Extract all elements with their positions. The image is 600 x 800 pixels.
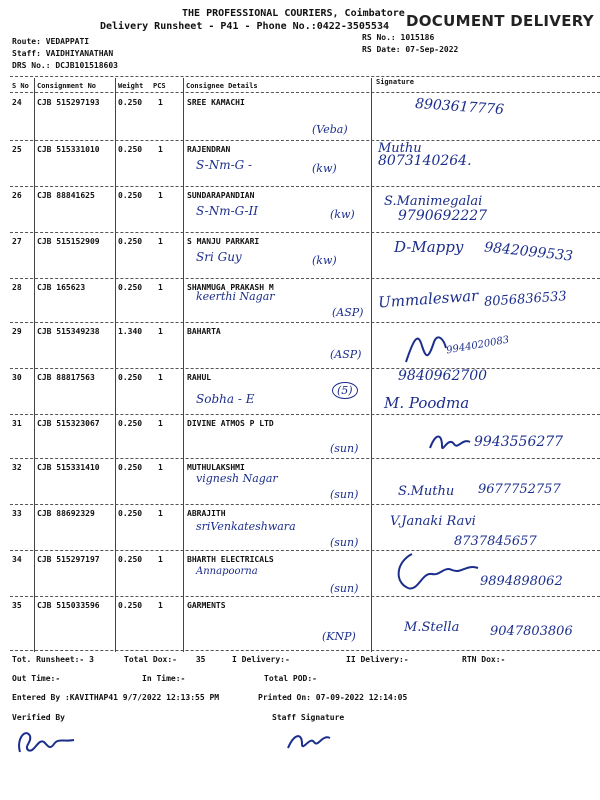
in-time-label: In Time:- [142,674,186,683]
total-dox-label: Total Dox:- [124,655,177,664]
drs-value: DCJB101518603 [55,61,118,70]
row-pcs: 1 [158,509,163,518]
handwritten-area-code: (sun) [330,442,359,455]
handwritten-phone: 9677752757 [478,482,561,497]
row-weight: 0.250 [118,373,143,382]
tot-runsheet [12,655,94,664]
company-title: THE PROFESSIONAL COURIERS, Coimbatore [182,8,405,19]
handwritten-address: sriVenkateshwara [196,520,296,533]
table-row [0,370,600,416]
row-pcs: 1 [158,237,163,246]
header-consignee: Consignee Details [186,82,258,90]
divider [10,458,600,459]
row-sno: 25 [12,145,22,154]
row-consignment-no: CJB 515152909 [37,237,100,246]
row-consignment-no: CJB 515297197 [37,555,100,564]
ii-delivery-label: II Delivery:- [346,655,409,664]
handwritten-area-code: (5) [332,382,358,399]
table-row [0,324,600,370]
table-row [0,460,600,506]
rs-date-label: RS Date: [362,45,401,54]
row-weight: 0.250 [118,463,143,472]
row-sno: 27 [12,237,22,246]
row-weight: 0.250 [118,145,143,154]
i-delivery-label: I Delivery:- [232,655,290,664]
handwritten-address: keerthi Nagar [196,290,275,303]
row-consignee: SREE KAMACHI [187,98,245,107]
divider [10,92,600,93]
row-pcs: 1 [158,327,163,336]
row-consignee: DIVINE ATMOS P LTD [187,419,274,428]
handwritten-phone: 9047803806 [490,624,573,639]
row-weight: 0.250 [118,283,143,292]
handwritten-phone: 8073140264. [378,153,472,169]
total-dox-value: 35 [195,655,206,664]
drs-label: DRS No.: [12,61,51,70]
handwritten-address: Sri Guy [196,250,242,264]
handwritten-area-code: (kw) [312,162,337,175]
staff-signature [284,726,334,756]
divider [10,596,600,597]
row-consignee: BHARTH ELECTRICALS [187,555,274,564]
divider [10,76,600,77]
route-line [12,37,89,46]
divider [10,232,600,233]
row-consignee: SUNDARAPANDIAN [187,191,255,200]
header-signature: Signature [376,78,414,86]
rs-date-line [362,45,458,54]
row-weight: 0.250 [118,191,143,200]
table-row [0,142,600,188]
table-row [0,552,600,598]
row-weight: 0.250 [118,555,143,564]
handwritten-phone: 9943556277 [474,434,564,450]
handwritten-area-code: (KNP) [322,630,356,643]
table-row [0,506,600,552]
row-weight: 0.250 [118,419,143,428]
handwritten-receiver: Ummaleswar [377,286,479,312]
divider [10,504,600,505]
handwritten-receiver: S.Manimegalai [384,194,483,209]
row-sno: 35 [12,601,22,610]
header-weight: Weight [118,82,144,90]
row-consignee: RAHUL [187,373,212,382]
row-sno: 30 [12,373,22,382]
row-weight: 0.250 [118,601,143,610]
row-consignee: ABRAJITH [187,509,226,518]
row-consignment-no: CJB 515331010 [37,145,100,154]
handwritten-phone: 9944020083 [445,334,511,357]
row-consignment-no: CJB 515331410 [37,463,100,472]
handwritten-area-code: (sun) [330,488,359,501]
handwritten-address: S-Nm-G-II [196,204,258,218]
rs-no-value: 1015186 [400,33,435,42]
signature-scribble [426,428,474,458]
divider [10,550,600,551]
row-pcs: 1 [158,463,163,472]
row-consignment-no: CJB 88841625 [37,191,95,200]
verified-by-label: Verified By [12,713,65,722]
handwritten-area-code: (ASP) [332,306,364,319]
handwritten-receiver: S.Muthu [398,484,455,499]
row-pcs: 1 [158,601,163,610]
handwritten-receiver: Muthu [378,141,422,156]
row-sno: 34 [12,555,22,564]
handwritten-address: Annapoorna [196,566,258,577]
handwritten-phone: 9842099533 [483,239,574,265]
handwritten-phone: 9894898062 [480,574,563,589]
row-pcs: 1 [158,283,163,292]
handwritten-phone: 9790692227 [398,208,488,224]
handwritten-phone: 8737845657 [454,534,537,549]
divider [10,368,600,369]
signature-scribble [392,552,482,594]
rs-no-line [362,33,434,42]
out-time-label: Out Time:- [12,674,61,683]
handwritten-receiver: M. Poodma [384,394,470,412]
runsheet-subtitle: Delivery Runsheet - P41 - Phone No.:0422-3505534 [100,21,389,32]
handwritten-address: Sobha - E [196,392,255,406]
drs-line [12,61,118,70]
table-row [0,95,600,141]
handwritten-phone: 8056836533 [483,289,568,310]
divider [10,414,600,415]
entered-by: Entered By :KAVITHAP41 9/7/2022 12:13:55 PM [12,693,220,702]
row-sno: 32 [12,463,22,472]
row-sno: 28 [12,283,22,292]
row-consignment-no: CJB 88692329 [37,509,95,518]
table-row [0,598,600,644]
rs-no-label: RS No.: [362,33,396,42]
row-consignment-no: CJB 88817563 [37,373,95,382]
route-value: VEDAPPATI [45,37,90,46]
staff-value: VAIDHIYANATHAN [45,49,114,58]
verifier-signature [14,724,84,758]
total-dox [124,655,205,664]
row-sno: 33 [12,509,22,518]
row-consignee: SHANMUGA PRAKASH M [187,283,274,292]
row-weight: 0.250 [118,98,143,107]
handwritten-phone: 8903617776 [414,95,505,119]
header-sno: S No [12,82,29,90]
row-pcs: 1 [158,419,163,428]
handwritten-receiver: D-Mappy [394,238,464,256]
table-row [0,280,600,326]
row-consignee: BAHARTA [187,327,221,336]
row-pcs: 1 [158,555,163,564]
row-consignee: S MANJU PARKARI [187,237,260,246]
tot-runsheet-label: Tot. Runsheet:- [12,655,85,664]
row-sno: 31 [12,419,22,428]
rs-date-value: 07-Sep-2022 [405,45,459,54]
table-row [0,416,600,462]
staff-label: Staff: [12,49,41,58]
handwritten-receiver: M.Stella [404,620,460,635]
divider [10,322,600,323]
header-pcs: PCS [153,82,166,90]
signature-scribble [400,328,450,366]
tot-runsheet-value: 3 [89,655,94,664]
table-row [0,188,600,234]
table-row [0,234,600,280]
row-pcs: 1 [158,191,163,200]
row-weight: 0.250 [118,237,143,246]
row-pcs: 1 [158,98,163,107]
divider [10,186,600,187]
row-consignment-no: CJB 515323067 [37,419,100,428]
handwritten-address: S-Nm-G - [196,158,253,172]
handwritten-area-code: (sun) [330,582,359,595]
row-pcs: 1 [158,373,163,382]
handwritten-area-code: (ASP) [330,348,362,361]
staff-line [12,49,113,58]
divider [10,650,600,651]
row-consignee: GARMENTS [187,601,226,610]
printed-on: Printed On: 07-09-2022 12:14:05 [258,693,408,702]
header-consignment: Consignment No [37,82,97,90]
handwritten-receiver: V.Janaki Ravi [390,514,476,529]
row-consignment-no: CJB 515349238 [37,327,100,336]
divider [10,140,600,141]
handwritten-area-code: (Veba) [312,123,348,136]
handwritten-address: vignesh Nagar [196,472,278,485]
row-pcs: 1 [158,145,163,154]
row-sno: 29 [12,327,22,336]
staff-signature-label: Staff Signature [272,713,345,722]
handwritten-area-code: (kw) [312,254,337,267]
row-consignee: RAJENDRAN [187,145,231,154]
row-consignment-no: CJB 165623 [37,283,86,292]
row-consignee: MUTHULAKSHMI [187,463,245,472]
row-weight: 0.250 [118,509,143,518]
row-sno: 24 [12,98,22,107]
row-consignment-no: CJB 515297193 [37,98,100,107]
handwritten-area-code: (sun) [330,536,359,549]
handwritten-area-code: (kw) [330,208,355,221]
document-delivery-stamp: DOCUMENT DELIVERY [406,12,594,30]
row-consignment-no: CJB 515033596 [37,601,100,610]
total-pod-label: Total POD:- [264,674,317,683]
row-weight: 1.340 [118,327,143,336]
handwritten-phone: 9840962700 [398,368,488,384]
rtn-dox-label: RTN Dox:- [462,655,506,664]
route-label: Route: [12,37,41,46]
divider [10,278,600,279]
row-sno: 26 [12,191,22,200]
